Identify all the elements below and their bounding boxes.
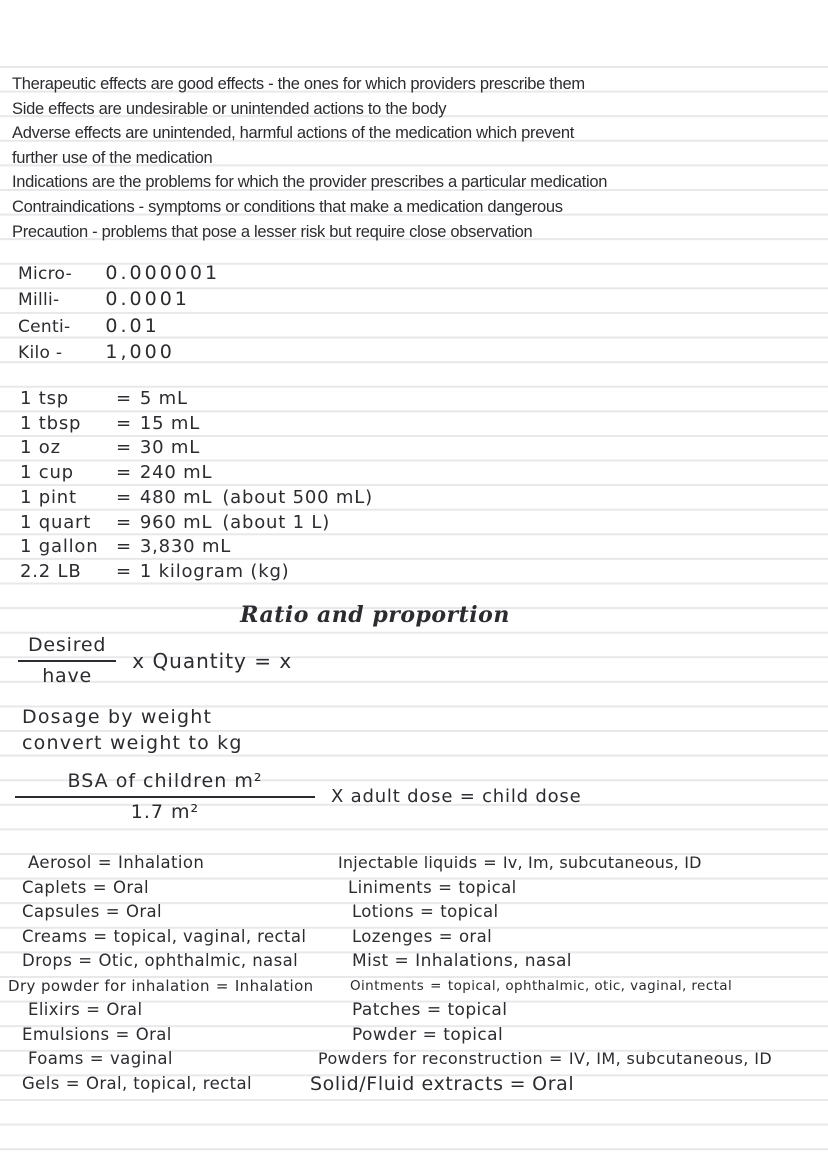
metric-prefix-value: 0.0001 xyxy=(105,288,190,311)
equals-sign: = xyxy=(116,486,132,508)
dosage-form-name: Solid/Fluid extracts xyxy=(310,1072,504,1095)
equals-sign: = xyxy=(483,853,497,872)
definition-line: Adverse effects are unintended, harmful actions of the medication which prevent xyxy=(12,124,575,143)
metric-prefix-row xyxy=(18,314,220,340)
conversion-value: 30 mL xyxy=(139,437,201,459)
dosage-form-name: Injectable liquids xyxy=(338,853,478,872)
conversion-unit: 1 oz xyxy=(20,437,61,459)
dosage-form-row xyxy=(352,900,826,925)
dosage-form-row xyxy=(338,851,826,876)
conversion-row xyxy=(20,387,373,412)
bsa-fraction xyxy=(15,770,315,823)
dosage-form-routes: Oral xyxy=(112,877,150,897)
equals-sign: = xyxy=(420,902,435,922)
dosage-by-weight-block xyxy=(22,705,243,756)
equals-sign: = xyxy=(215,976,229,995)
dosage-form-name: Patches xyxy=(352,1000,421,1021)
conversion-row xyxy=(20,461,373,486)
dosage-form-routes: Oral, topical, rectal xyxy=(85,1073,252,1093)
ratio-formula-suffix: x Quantity = x xyxy=(132,648,293,673)
conversion-unit: 1 pint xyxy=(20,486,77,508)
conversion-value: 5 mL xyxy=(139,388,188,409)
dosage-form-routes: Inhalation xyxy=(234,976,314,995)
conversion-unit: 1 gallon xyxy=(20,536,99,558)
conversion-row xyxy=(20,436,373,461)
equals-sign: = xyxy=(509,1072,527,1095)
equals-sign: = xyxy=(116,511,132,533)
definition-line: further use of the medication xyxy=(12,148,213,167)
dosage-form-name: Gels xyxy=(22,1073,60,1093)
dosage-form-row xyxy=(22,949,342,974)
dosage-form-name: Lozenges xyxy=(352,926,433,946)
fraction-numerator: Desired xyxy=(18,634,116,662)
dosage-form-routes: topical xyxy=(440,902,499,922)
dosage-form-row xyxy=(28,1047,342,1072)
equals-sign: = xyxy=(438,926,453,946)
metric-prefix-row xyxy=(18,287,220,313)
dosage-form-name: Capsules xyxy=(22,902,100,922)
dosage-form-routes: Oral xyxy=(532,1072,575,1095)
dosage-form-row xyxy=(310,1072,826,1097)
equals-sign: = xyxy=(422,1024,438,1045)
metric-prefix-label: Milli- xyxy=(18,290,60,311)
conversion-unit: 1 quart xyxy=(20,511,92,533)
dosage-form-routes: topical, ophthalmic, otic, vaginal, rectal xyxy=(447,977,733,994)
dosage-form-routes: topical xyxy=(447,1000,508,1021)
equals-sign: = xyxy=(116,388,132,409)
dosage-form-row xyxy=(350,974,826,999)
bsa-formula-suffix: X adult dose = child dose xyxy=(331,786,582,807)
equals-sign: = xyxy=(116,536,132,558)
definition-line: Precaution - problems that pose a lesser risk but require close observation xyxy=(12,222,533,241)
conversion-unit: 1 tsp xyxy=(20,388,70,409)
metric-prefix-label: Micro- xyxy=(18,264,73,284)
equals-sign: = xyxy=(65,1073,80,1093)
dosage-form-name: Liniments xyxy=(348,877,433,897)
equals-sign: = xyxy=(86,1000,101,1020)
conversion-value: 480 mL xyxy=(139,486,213,508)
equals-sign: = xyxy=(105,902,120,922)
metric-prefix-label: Kilo - xyxy=(18,342,63,363)
dosage-forms-right-column xyxy=(310,851,826,1096)
dosage-form-row xyxy=(352,998,826,1023)
equals-sign: = xyxy=(426,1000,442,1021)
section-heading-ratio-proportion: Ratio and proportion xyxy=(240,602,510,628)
page-top-margin xyxy=(0,0,828,65)
equals-sign: = xyxy=(394,951,410,972)
dosage-form-row xyxy=(22,1023,342,1048)
dosage-form-name: Powder xyxy=(352,1024,417,1045)
equals-sign: = xyxy=(78,951,93,971)
conversion-unit: 1 tbsp xyxy=(20,412,82,434)
equals-sign: = xyxy=(89,1049,105,1069)
dosage-form-name: Creams xyxy=(22,926,88,946)
definitions-block xyxy=(12,72,802,244)
dosage-form-routes: topical xyxy=(458,877,517,897)
fraction-numerator: BSA of children m² xyxy=(15,770,315,798)
dosage-form-row xyxy=(8,974,342,999)
conversion-value: 240 mL xyxy=(139,462,213,484)
equals-sign: = xyxy=(93,926,108,946)
metric-prefix-value: 0.01 xyxy=(105,314,160,337)
equals-sign: = xyxy=(116,437,132,459)
conversion-row xyxy=(20,511,373,536)
fraction-denominator: 1.7 m² xyxy=(130,801,200,823)
dosage-form-name: Mist xyxy=(352,951,389,972)
conversion-value: 960 mL xyxy=(139,511,213,533)
conversion-note: (about 500 mL) xyxy=(222,486,373,508)
dosage-form-routes: Inhalation xyxy=(117,853,205,872)
dosage-form-routes: Iv, Im, subcutaneous, ID xyxy=(502,853,702,872)
equals-sign: = xyxy=(97,853,112,872)
definition-line: Indications are the problems for which the provider prescribes a particular medication xyxy=(12,173,608,192)
dosage-form-routes: Inhalations, nasal xyxy=(415,951,572,972)
dosage-form-row xyxy=(28,851,342,876)
dosage-form-name: Aerosol xyxy=(28,853,92,872)
equals-sign: = xyxy=(549,1049,563,1069)
dosage-by-weight-line: Dosage by weight xyxy=(22,706,213,728)
equals-sign: = xyxy=(430,977,442,994)
dosage-form-routes: Oral xyxy=(106,1000,143,1020)
dosage-form-routes: topical xyxy=(443,1024,504,1045)
dosage-form-routes: vaginal xyxy=(110,1049,173,1069)
dosage-form-row xyxy=(22,900,342,925)
dosage-form-name: Ointments xyxy=(350,977,425,994)
conversions-block xyxy=(20,387,373,585)
ratio-formula xyxy=(18,634,292,687)
dosage-form-row xyxy=(352,1023,826,1048)
conversion-unit: 2.2 LB xyxy=(20,560,82,582)
dosage-form-routes: IV, IM, subcutaneous, ID xyxy=(568,1049,773,1069)
dosage-form-row xyxy=(352,949,826,974)
metric-prefix-label: Centi- xyxy=(18,316,71,337)
dosage-form-name: Caplets xyxy=(22,877,87,897)
conversion-unit: 1 cup xyxy=(20,462,74,484)
dosage-form-name: Dry powder for inhalation xyxy=(8,976,210,995)
equals-sign: = xyxy=(92,877,107,897)
conversion-row xyxy=(20,412,373,437)
dosage-form-routes: oral xyxy=(458,926,493,946)
conversion-row xyxy=(20,486,373,511)
definition-line: Contraindications - symptoms or conditions that make a medication dangerous xyxy=(12,197,563,216)
dosage-forms-left-column xyxy=(8,851,342,1096)
dosage-form-routes: Oral xyxy=(125,902,163,922)
dosage-form-routes: topical, vaginal, rectal xyxy=(113,926,307,946)
dosage-form-name: Drops xyxy=(22,951,73,971)
equals-sign: = xyxy=(115,1024,130,1044)
dosage-form-name: Foams xyxy=(28,1049,84,1069)
metric-prefix-value: 1,000 xyxy=(105,340,175,363)
conversion-value: 3,830 mL xyxy=(139,536,232,558)
metric-prefix-row xyxy=(18,261,220,287)
conversion-value: 15 mL xyxy=(139,412,201,434)
bsa-formula xyxy=(15,770,581,823)
metric-prefix-value: 0.000001 xyxy=(105,262,221,284)
conversion-value: 1 kilogram (kg) xyxy=(139,560,290,582)
dosage-form-routes: Oral xyxy=(135,1024,172,1044)
dosage-form-row xyxy=(22,1072,342,1097)
dosage-form-row xyxy=(28,998,342,1023)
dosage-form-row xyxy=(318,1047,826,1072)
dosage-form-row xyxy=(348,876,826,901)
dosage-form-routes: Otic, ophthalmic, nasal xyxy=(98,951,299,971)
conversion-note: (about 1 L) xyxy=(222,511,331,533)
conversion-row xyxy=(20,560,373,585)
metric-prefixes-block xyxy=(18,261,220,366)
metric-prefix-row xyxy=(18,340,220,366)
fraction-denominator: have xyxy=(42,665,93,687)
dosage-form-row xyxy=(22,925,342,950)
dosage-form-name: Lotions xyxy=(352,902,415,922)
dosage-form-name: Elixirs xyxy=(28,1000,81,1020)
equals-sign: = xyxy=(116,462,132,484)
dosage-form-row xyxy=(22,876,342,901)
conversion-row xyxy=(20,535,373,560)
dosage-by-weight-line: convert weight to kg xyxy=(22,731,243,754)
definition-line: Side effects are undesirable or unintended actions to the body xyxy=(12,99,447,118)
dosage-form-row xyxy=(352,925,826,950)
equals-sign: = xyxy=(116,560,132,582)
equals-sign: = xyxy=(438,877,453,897)
equals-sign: = xyxy=(116,412,132,434)
desired-over-have-fraction xyxy=(18,634,116,687)
definition-line: Therapeutic effects are good effects - the ones for which providers prescribe them xyxy=(12,75,585,93)
dosage-form-name: Emulsions xyxy=(22,1024,110,1044)
dosage-form-name: Powders for reconstruction xyxy=(318,1049,544,1069)
